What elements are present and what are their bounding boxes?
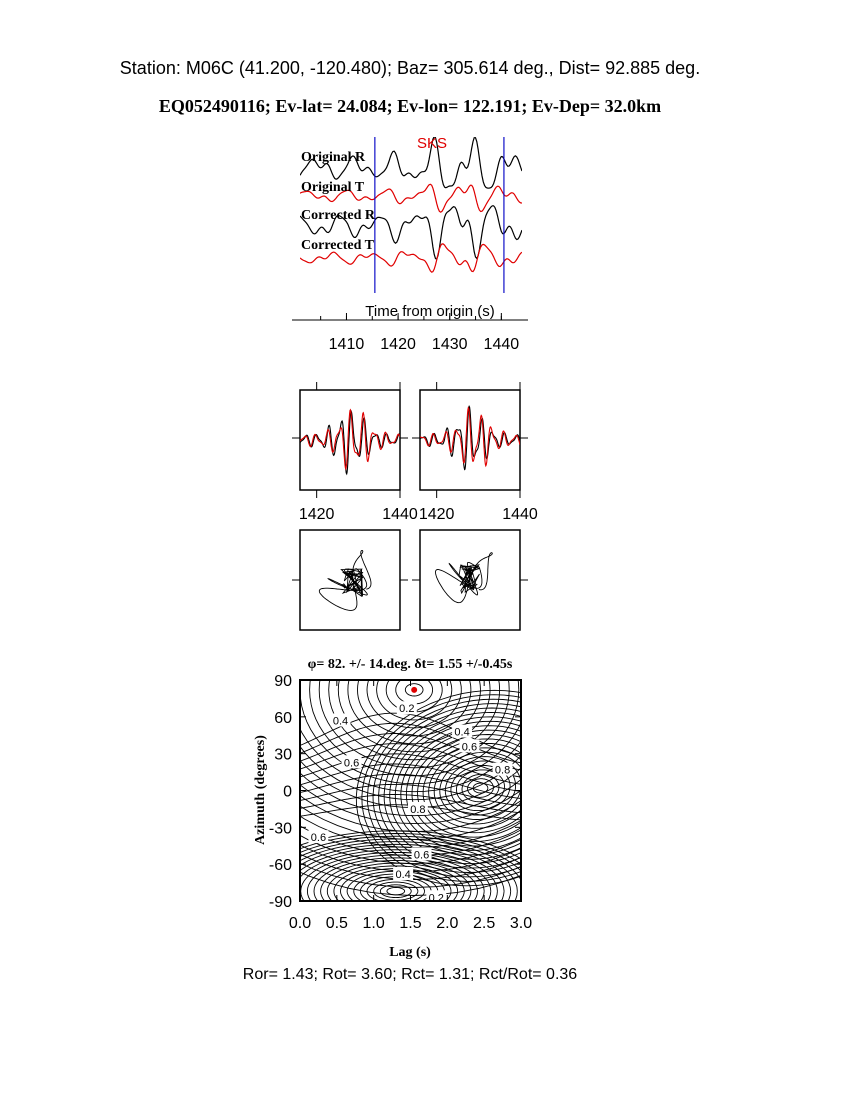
- comparison-trace-black: [300, 411, 400, 474]
- error-surface-x-tick-label: 2.5: [473, 915, 496, 932]
- error-surface-x-tick-label: 3.0: [509, 915, 533, 932]
- contour-line: [367, 879, 425, 903]
- best-fit-marker: [411, 687, 417, 693]
- measurement-stats-line: Ror= 1.43; Rot= 3.60; Rct= 1.31; Rct/Rot= 0.36: [242, 966, 578, 983]
- contour-label: 0.8: [410, 803, 426, 816]
- waveform-comparison-panels: [292, 382, 538, 523]
- error-surface-panel: [166, 484, 663, 960]
- contour-line: [362, 695, 599, 882]
- contour-label: 0.6: [310, 832, 327, 845]
- error-surface-x-tick-label: 1.5: [399, 915, 422, 932]
- contour-label: 0.6: [461, 741, 478, 754]
- station-info-line: Station: M06C (41.200, -120.480); Baz= 305.614 deg., Dist= 92.885 deg.: [119, 58, 701, 78]
- seismogram-tick-label: 1410: [328, 336, 365, 353]
- seismogram-tick-label: 1440: [483, 336, 520, 353]
- comparison-tick-label: 1420: [298, 506, 335, 523]
- seismogram-x-axis-label: Time from origin (s): [365, 303, 495, 320]
- comparison-tick-label: 1440: [382, 506, 418, 523]
- contour-line: [294, 850, 497, 933]
- error-surface-x-tick-label: 0.5: [325, 915, 348, 932]
- error-surface-y-tick-label: 90: [274, 673, 292, 690]
- trace-label-4: Corrected T: [301, 238, 374, 253]
- trace-label-1: Original R: [301, 150, 366, 165]
- contour-label: 0.4: [395, 868, 411, 881]
- error-surface-y-tick-label: -30: [268, 820, 292, 838]
- comparison-tick-label: 1440: [502, 506, 538, 523]
- contour-label: 0.6: [343, 757, 360, 770]
- error-surface-x-tick-label: 1.0: [362, 915, 385, 932]
- waveform-panel-left: [300, 390, 400, 490]
- contour-label: 0.2: [428, 892, 444, 905]
- comparison-tick-label: 1420: [418, 506, 455, 523]
- error-surface-x-axis-label: Lag (s): [389, 945, 431, 960]
- phase-label: SKS: [416, 135, 448, 152]
- contour-label: 0.8: [494, 764, 511, 777]
- error-surface-y-tick-label: 60: [274, 709, 292, 727]
- event-info-line: EQ052490116; Ev-lat= 24.084; Ev-lon= 122.191; Ev-Dep= 32.0km: [158, 96, 662, 116]
- contour-line: [387, 888, 405, 895]
- particle-motion-path: [319, 551, 371, 611]
- error-surface-y-axis-label: Azimuth (degrees): [253, 735, 268, 845]
- particle-motion-panels: [292, 530, 528, 630]
- error-surface-y-tick-label: -60: [268, 857, 292, 875]
- contour-label: 0.6: [413, 849, 430, 862]
- contour-label: 0.4: [454, 726, 470, 739]
- contour-label: 0.4: [332, 715, 349, 728]
- waveform-panel-right: [420, 390, 520, 490]
- error-surface-x-tick-label: 0.0: [288, 915, 312, 932]
- error-surface-y-tick-label: -90: [268, 894, 292, 911]
- particle-motion-path: [436, 553, 493, 603]
- trace-label-3: Corrected R: [301, 208, 375, 223]
- seismogram-tick-label: 1430: [431, 336, 468, 353]
- trace-label-2: Original T: [301, 180, 365, 195]
- error-surface-y-tick-label: 0: [283, 783, 292, 801]
- error-surface-y-tick-label: 30: [274, 746, 292, 764]
- contour-label: 0.2: [399, 703, 415, 716]
- seismogram-panel: [292, 135, 528, 353]
- error-surface-x-tick-label: 2.0: [436, 915, 459, 932]
- error-surface-title: φ= 82. +/- 14.deg. δt= 1.55 +/-0.45s: [307, 657, 513, 672]
- seismogram-tick-label: 1420: [380, 336, 416, 353]
- comparison-trace-red: [420, 408, 520, 466]
